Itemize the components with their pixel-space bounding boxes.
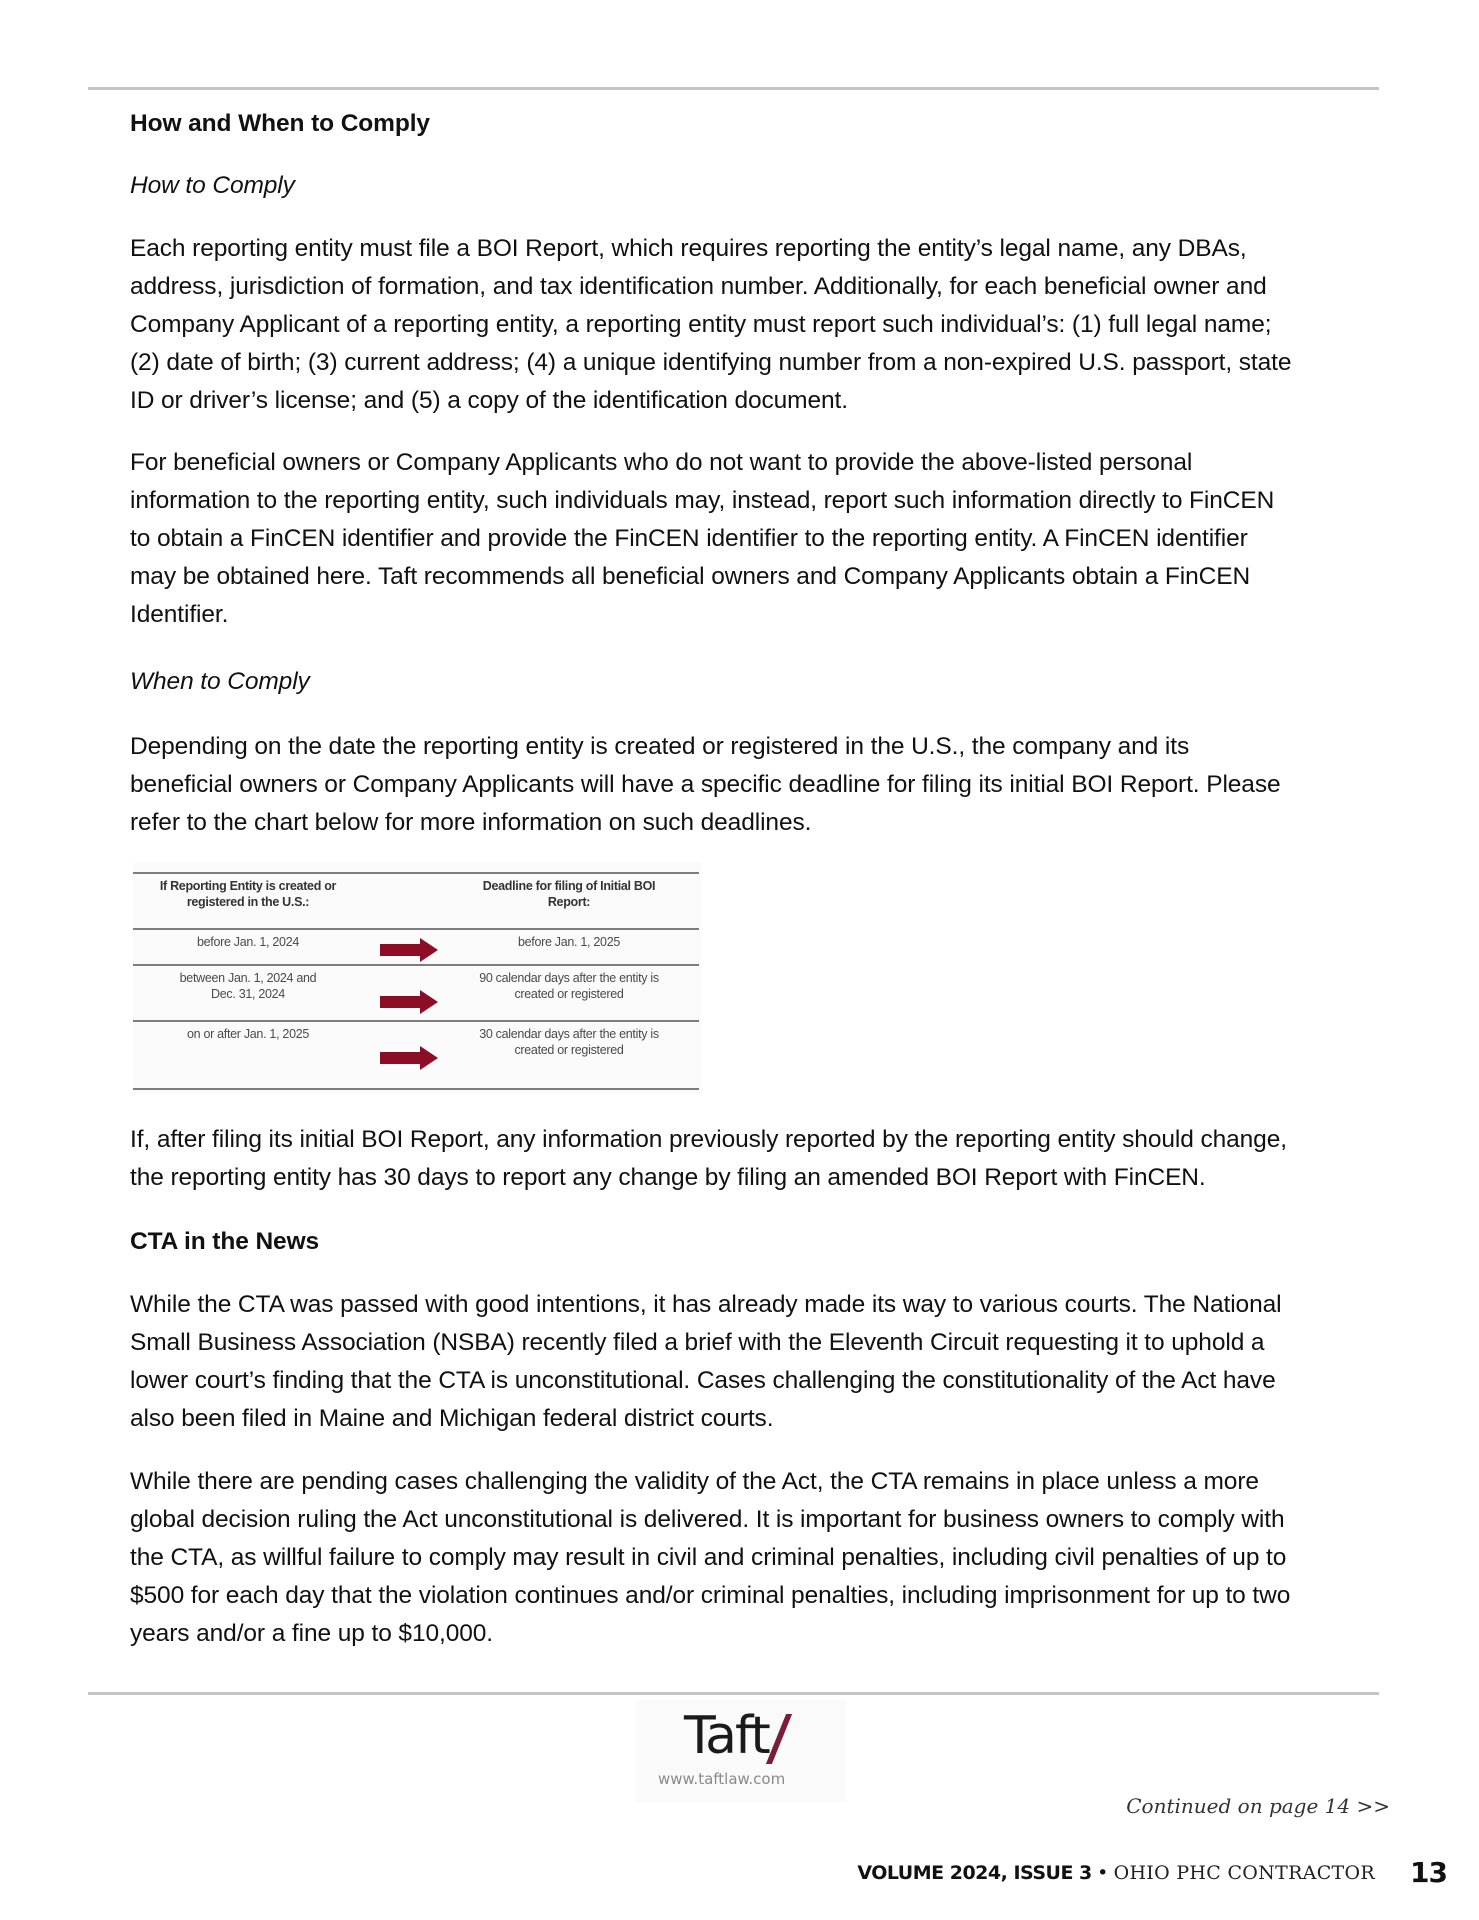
footer-separator: • — [1097, 1862, 1109, 1884]
bottom-divider — [88, 1692, 1379, 1695]
paragraph-fincen-identifier — [130, 444, 1390, 634]
paragraph-deadlines-intro — [130, 728, 1390, 842]
footer-volume-issue: VOLUME 2024, ISSUE 3 — [857, 1862, 1092, 1884]
paragraph-line: years and/or a fine up to $10,000. — [130, 1620, 493, 1647]
table-rule — [133, 964, 699, 966]
paragraph-line: (2) date of birth; (3) current address; (4) a unique identifying number from a non-expired U.S. passport, state — [130, 349, 1292, 376]
paragraph-line: While the CTA was passed with good intentions, it has already made its way to various courts. The National — [130, 1291, 1282, 1318]
paragraph-line: ID or driver’s license; and (5) a copy of the identification document. — [130, 387, 848, 414]
table-cell-deadline: before Jan. 1, 2025 — [517, 935, 621, 949]
paragraph-line: lower court’s finding that the CTA is unconstitutional. Cases challenging the constitutionality of the Act have — [130, 1367, 1276, 1394]
paragraph-line: Depending on the date the reporting entity is created or registered in the U.S., the company and its — [130, 733, 1190, 760]
taft-logo-url: www.taftlaw.com — [658, 1770, 786, 1788]
paragraph-line: Each reporting entity must file a BOI Report, which requires reporting the entity’s legal name, any DBAs, — [130, 235, 1247, 262]
paragraph-line: address, jurisdiction of formation, and tax identification number. Additionally, for each beneficial owner and — [130, 273, 1267, 300]
page-footer — [857, 1860, 1375, 1887]
right-arrow-icon — [380, 1046, 438, 1070]
paragraph-line: may be obtained here. Taft recommends all beneficial owners and Company Applicants obtain a FinCEN — [130, 563, 1251, 590]
paragraph-cta-penalties — [130, 1463, 1390, 1653]
paragraph-line: Small Business Association (NSBA) recently filed a brief with the Eleventh Circuit requesting it to uphold a — [130, 1329, 1265, 1356]
top-divider — [88, 87, 1379, 90]
paragraph-cta-courts — [130, 1286, 1390, 1438]
table-cell-created: before Jan. 1, 2024 — [196, 935, 300, 949]
section-heading-text: How and When to Comply — [130, 110, 430, 137]
table-cell-created: on or after Jan. 1, 2025 — [186, 1027, 310, 1041]
paragraph-line: Identifier. — [130, 601, 229, 628]
paragraph-line: refer to the chart below for more information on such deadlines. — [130, 809, 812, 836]
section-heading — [130, 105, 1390, 143]
paragraph-line: Company Applicant of a reporting entity, a reporting entity must report such individual’s: (1) full legal name; — [130, 311, 1272, 338]
taft-logo-slash-icon — [766, 1714, 792, 1764]
paragraph-line: beneficial owners or Company Applicants will have a specific deadline for filing its initial BOI Report. Please — [130, 771, 1281, 798]
table-header-created: If Reporting Entity is created or registered in the U.S.: — [159, 879, 337, 909]
paragraph-line: While there are pending cases challenging the validity of the Act, the CTA remains in place unless a more — [130, 1468, 1259, 1495]
paragraph-line: information to the reporting entity, such individuals may, instead, report such information directly to FinCEN — [130, 487, 1275, 514]
taft-logo-word: Taft — [684, 1706, 769, 1766]
subheading-when-to-comply — [130, 663, 1390, 701]
table-rule — [133, 1020, 699, 1022]
right-arrow-icon — [380, 990, 438, 1014]
subheading-text: When to Comply — [130, 668, 310, 695]
paragraph-line: to obtain a FinCEN identifier and provide the FinCEN identifier to the reporting entity. A FinCEN identifier — [130, 525, 1248, 552]
table-cell-created: between Jan. 1, 2024 and Dec. 31, 2024 — [179, 971, 317, 1001]
boi-deadline-table — [133, 862, 701, 1094]
section-heading-text: CTA in the News — [130, 1228, 320, 1255]
subheading-text: How to Comply — [130, 172, 295, 199]
paragraph-boi-report-requirements — [130, 230, 1390, 420]
taft-logo — [636, 1700, 846, 1802]
table-header-deadline: Deadline for filing of Initial BOI Report: — [482, 879, 656, 909]
section-heading-cta-news — [130, 1223, 1390, 1261]
continued-on-page: Continued on page 14 >> — [1126, 1794, 1390, 1818]
paragraph-line: the reporting entity has 30 days to report any change by filing an amended BOI Report with FinCEN. — [130, 1164, 1206, 1191]
table-rule — [133, 928, 699, 930]
subheading-how-to-comply — [130, 167, 1390, 205]
right-arrow-icon — [380, 938, 438, 962]
footer-magazine-title: OHIO PHC CONTRACTOR — [1113, 1862, 1375, 1884]
table-rule — [133, 1088, 699, 1090]
paragraph-line: If, after filing its initial BOI Report, any information previously reported by the reporting entity should change, — [130, 1126, 1287, 1153]
page-number: 13 — [1410, 1856, 1447, 1889]
table-rule — [133, 872, 699, 874]
paragraph-amended-report — [130, 1121, 1390, 1197]
paragraph-line: also been filed in Maine and Michigan federal district courts. — [130, 1405, 774, 1432]
table-cell-deadline: 30 calendar days after the entity is created or registered — [479, 1027, 659, 1057]
paragraph-line: global decision ruling the Act unconstitutional is delivered. It is important for business owners to comply with — [130, 1506, 1285, 1533]
paragraph-line: For beneficial owners or Company Applicants who do not want to provide the above-listed personal — [130, 449, 1193, 476]
table-cell-deadline: 90 calendar days after the entity is created or registered — [479, 971, 659, 1001]
paragraph-line: $500 for each day that the violation continues and/or criminal penalties, including imprisonment for up to two — [130, 1582, 1291, 1609]
paragraph-line: the CTA, as willful failure to comply may result in civil and criminal penalties, including civil penalties of up to — [130, 1544, 1287, 1571]
